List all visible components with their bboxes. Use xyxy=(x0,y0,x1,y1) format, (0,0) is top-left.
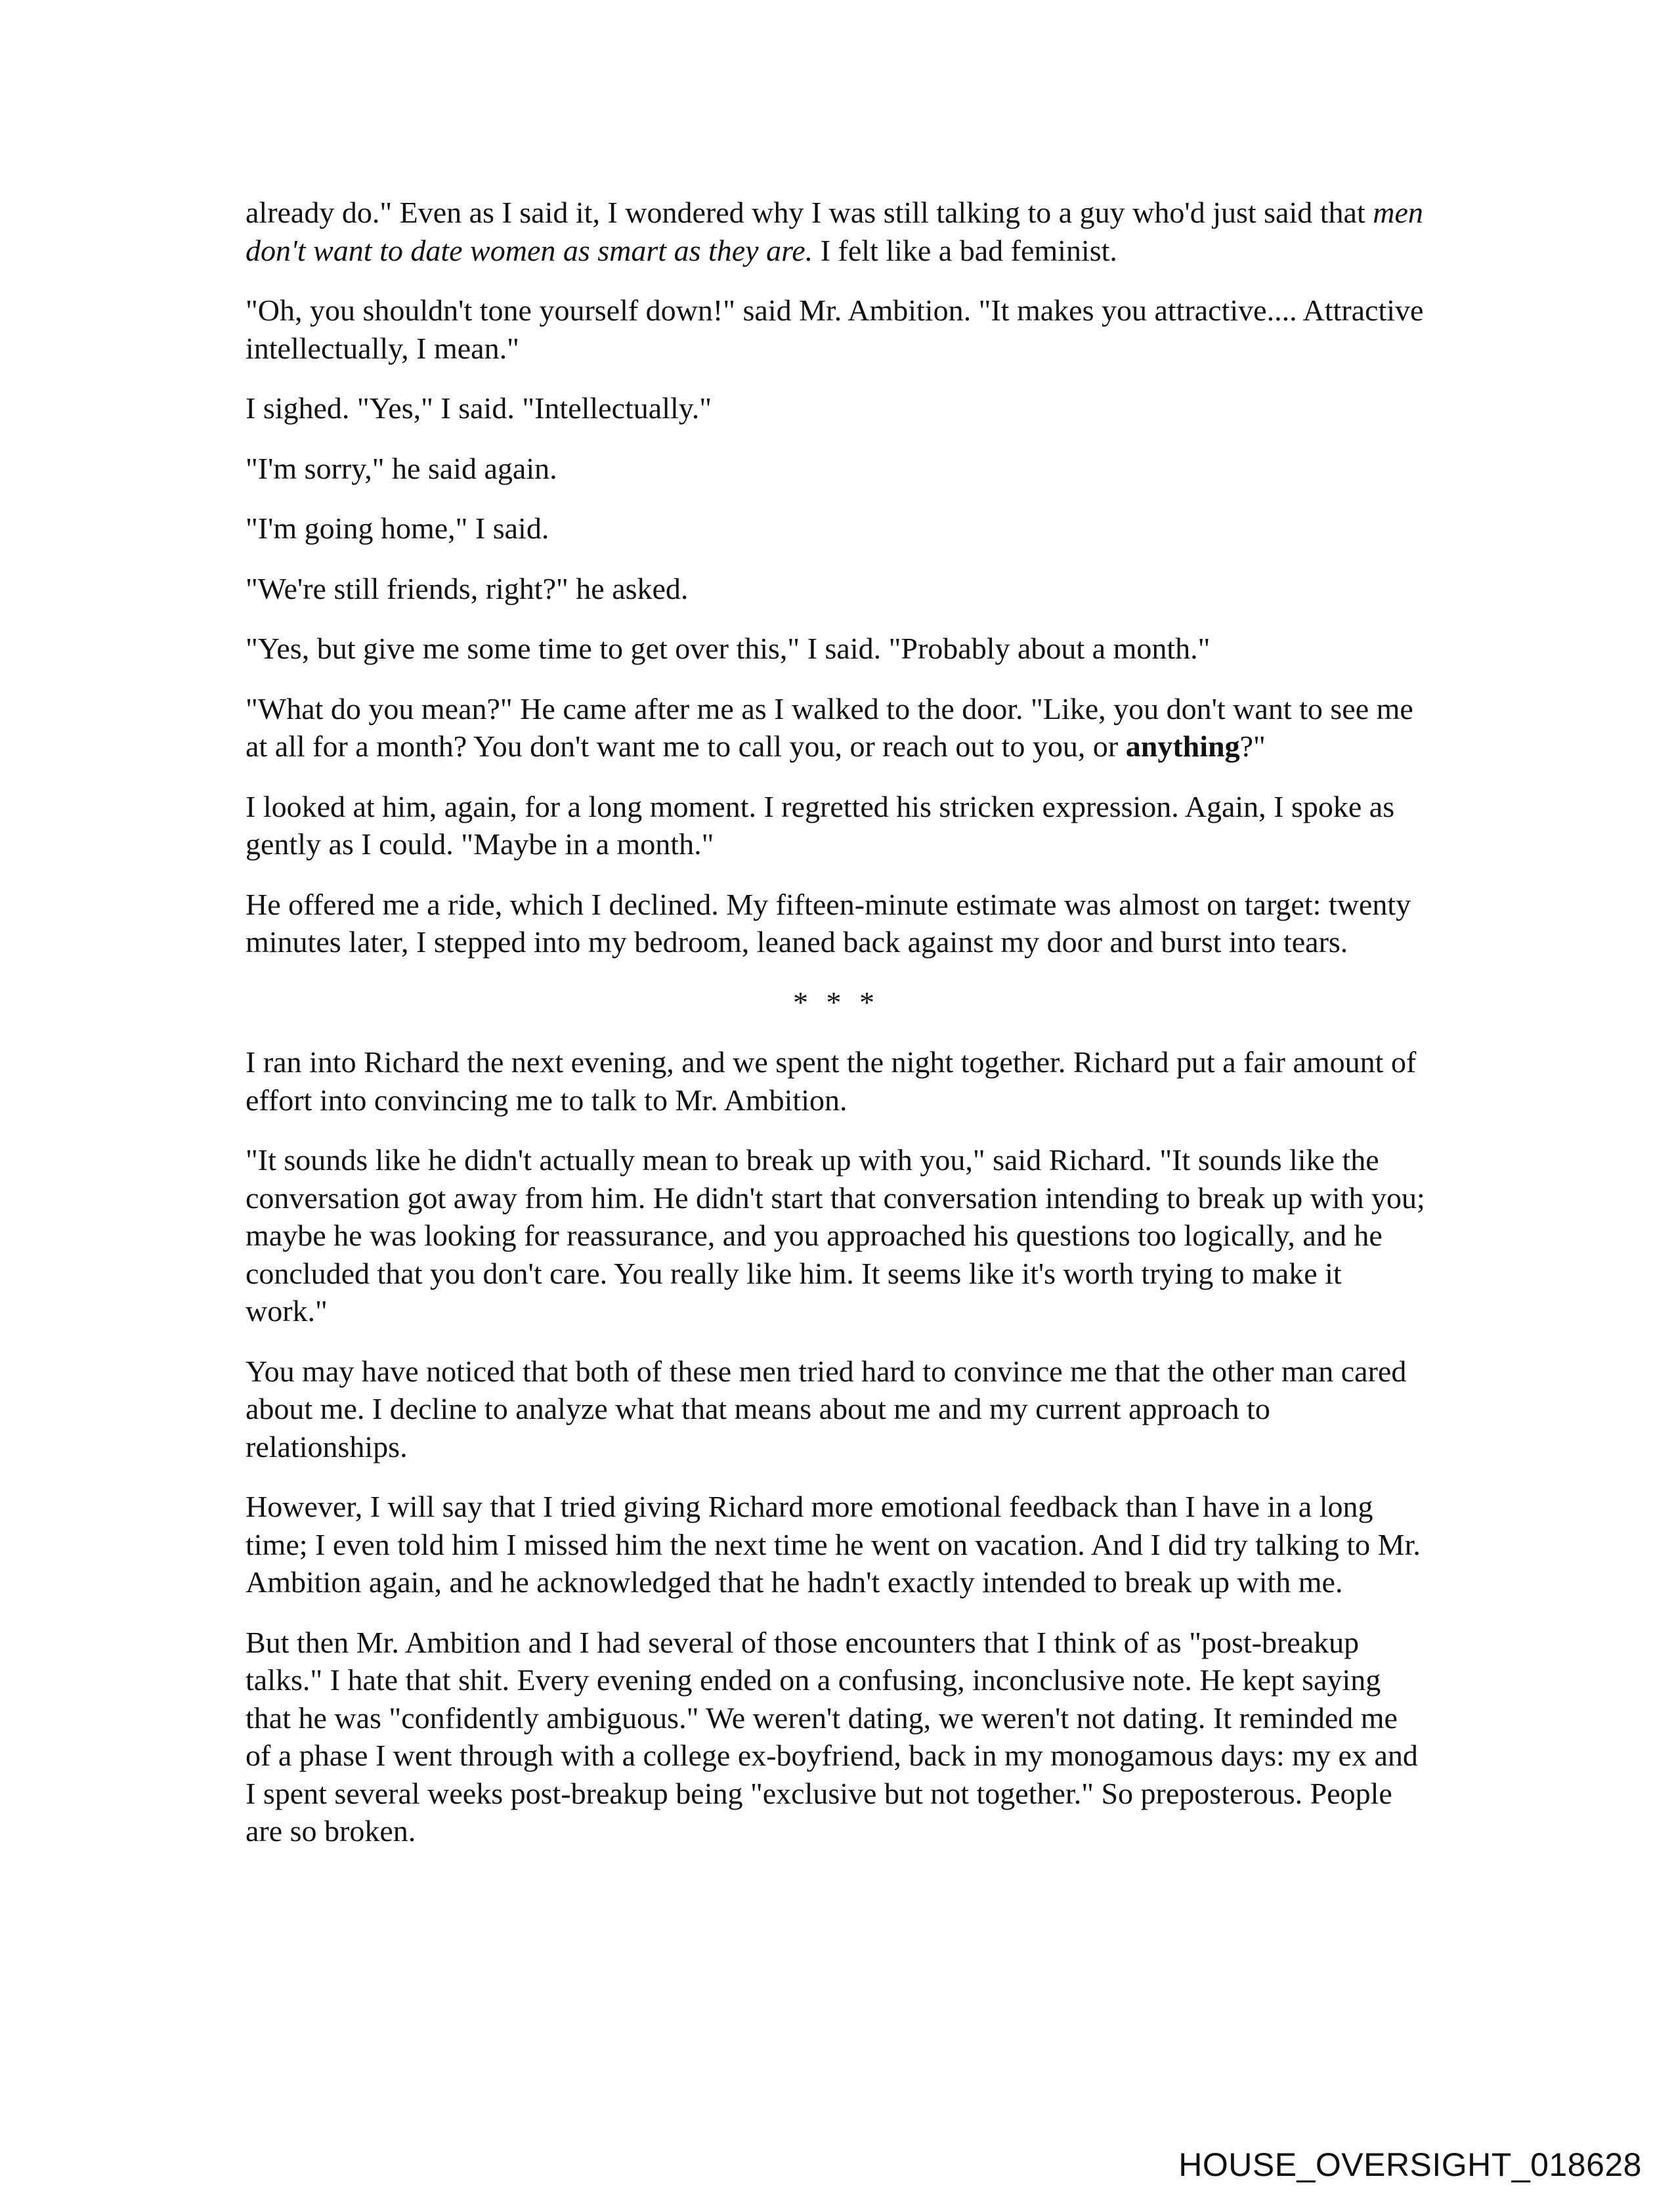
paragraph: "Yes, but give me some time to get over this," I said. "Probably about a month." xyxy=(246,632,1211,665)
paragraph: "I'm sorry," he said again. xyxy=(246,451,557,485)
italic-text: men don't want to date women as smart as they are. xyxy=(246,196,1423,267)
paragraph: He offered me a ride, which I declined. My fifteen-minute estimate was almost on target: twenty minutes later, I stepped into my bedroom, leaned back against my door and burst into tears. xyxy=(246,887,1411,959)
paragraph: already do." Even as I said it, I wondered why I was still talking to a guy who'd just said that men don't want to date women as smart as they are. I felt like a bad feminist. xyxy=(246,196,1423,267)
paragraph: "Oh, you shouldn't tone yourself down!" said Mr. Ambition. "It makes you attractive.... Attractive intellectually, I mean." xyxy=(246,293,1424,365)
bold-text: anything xyxy=(1125,729,1240,763)
paragraph: But then Mr. Ambition and I had several of those encounters that I think of as "post-breakup talks." I hate that shit. Every evening ended on a confusing, inconclusive note. He kept saying that he was "confidently ambiguous." We weren't dating, we weren't not dating. It reminded me of a phase I went through with a college ex-boyfriend, back in my monogamous days: my ex and I spent several weeks post-breakup being "exclusive but not together." So preposterous. People are so broken. xyxy=(246,1625,1418,1848)
paragraph: I ran into Richard the next evening, and we spent the night together. Richard put a fair amount of effort into convincing me to talk to Mr. Ambition. xyxy=(246,1045,1417,1117)
paragraph: However, I will say that I tried giving Richard more emotional feedback than I have in a long time; I even told him I missed him the next time he went on vacation. And I did try talking to Mr. Ambition again, and he acknowledged that he hadn't exactly intended to break up with me. xyxy=(246,1490,1421,1599)
paragraph: "It sounds like he didn't actually mean to break up with you," said Richard. "It sounds like the conversation got away from him. He didn't start that conversation intending to break up with you; maybe he was looking for reassurance, and you approached his questions too logically, and he concluded that you don't care. You really like him. It seems like it's worth trying to make it work." xyxy=(246,1143,1425,1328)
section-divider: * * * xyxy=(793,985,880,1019)
paragraph: "I'm going home," I said. xyxy=(246,511,549,545)
paragraph: I looked at him, again, for a long moment. I regretted his stricken expression. Again, I spoke as gently as I could. "Maybe in a month." xyxy=(246,789,1395,861)
paragraph: "What do you mean?" He came after me as I walked to the door. "Like, you don't want to see me at all for a month? You don't want me to call you, or reach out to you, or anything?" xyxy=(246,691,1413,763)
bates-number: HOUSE_OVERSIGHT_018628 xyxy=(1178,2146,1642,2183)
document-body xyxy=(246,194,1427,1873)
paragraph: I sighed. "Yes," I said. "Intellectually." xyxy=(246,391,712,425)
paragraph: "We're still friends, right?" he asked. xyxy=(246,571,689,605)
paragraph: You may have noticed that both of these men tried hard to convince me that the other man cared about me. I decline to analyze what that means about me and my current approach to relationships. xyxy=(246,1354,1407,1464)
